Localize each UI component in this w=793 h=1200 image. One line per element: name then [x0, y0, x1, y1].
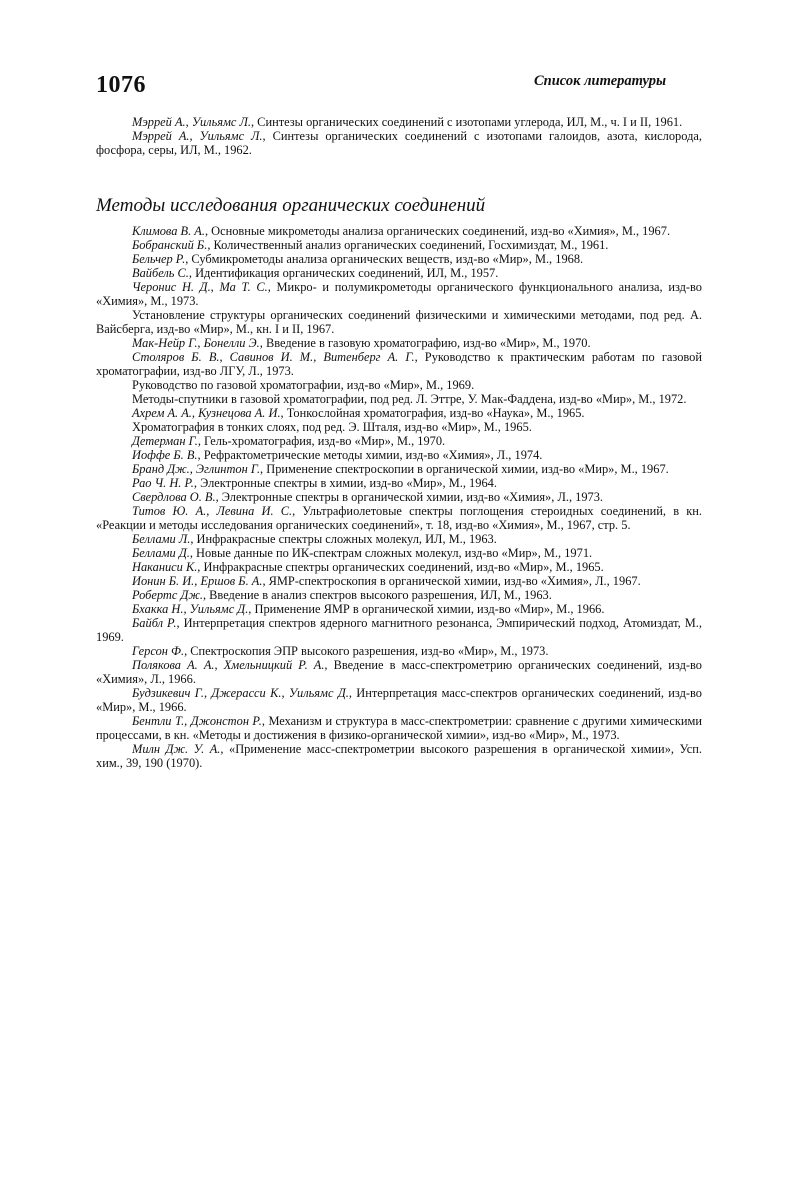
- section-title: Методы исследования органических соединений: [96, 195, 486, 216]
- reference-authors: Бельчер Р.: [132, 252, 186, 266]
- reference-entry: [96, 392, 702, 406]
- reference-authors: Детерман Г.: [132, 434, 198, 448]
- reference-authors: Наканиси К.: [132, 560, 198, 574]
- reference-entry: [96, 560, 702, 574]
- reference-text: , Электронные спектры в органической химии, изд-во «Химия», Л., 1973.: [215, 490, 604, 504]
- reference-entry: [96, 602, 702, 616]
- reference-text: , Введение в анализ спектров высокого разрешения, ИЛ, М., 1963.: [202, 588, 552, 602]
- reference-entry: [96, 129, 702, 157]
- reference-text: , Инфракрасные спектры органических соединений, изд-во «Мир», М., 1965.: [197, 560, 604, 574]
- reference-authors: Герсон Ф.: [132, 644, 185, 658]
- reference-text: , Новые данные по ИК-спектрам сложных молекул, изд-во «Мир», М., 1971.: [189, 546, 593, 560]
- reference-authors: Бобранский Б.: [132, 238, 208, 252]
- reference-authors: Беллами Л.: [132, 532, 191, 546]
- reference-entry: [96, 266, 702, 280]
- reference-entry: [96, 686, 702, 714]
- reference-entry: [96, 462, 702, 476]
- reference-text: , Механизм и структура в масс-спектрометрии: сравнение с другими химическими процессами, в кн. «Методы и достижения в физико-органической химии», изд-во «Мир», М., 1973.: [96, 714, 702, 742]
- reference-text: Установление структуры органических соединений физическими и химическими методами, под ред. А. Вайсберга, изд-во «Мир», М., кн. I и II, 1967.: [96, 308, 702, 336]
- reference-entry: [96, 434, 702, 448]
- reference-entry: [96, 224, 702, 238]
- reference-entry: [96, 546, 702, 560]
- reference-entry: [96, 238, 702, 252]
- page-number: 1076: [96, 72, 146, 98]
- reference-entry: [96, 115, 702, 129]
- reference-text: , Микро- и полумикрометоды органического функционального анализа, изд-во «Химия», М., 1973.: [96, 280, 703, 308]
- reference-text: , Руководство к практическим работам по газовой хроматографии, изд-во ЛГУ, Л., 1973.: [96, 350, 703, 378]
- reference-authors: Вайбель С.: [132, 266, 189, 280]
- reference-entry: [96, 658, 702, 686]
- reference-text: Руководство по газовой хроматографии, изд-во «Мир», М., 1969.: [132, 378, 475, 392]
- reference-text: , Интерпретация спектров ядерного магнитного резонанса, Эмпирический подход, Атомиздат, М., 1969.: [96, 616, 702, 644]
- reference-text: , Спектроскопия ЭПР высокого разрешения, изд-во «Мир», М., 1973.: [184, 644, 549, 658]
- reference-text: , Интерпретация масс-спектров органических соединений, изд-во «Мир», М., 1966.: [96, 686, 702, 714]
- reference-authors: Бранд Дж., Эглинтон Г.: [132, 462, 261, 476]
- reference-authors: Робертс Дж.: [132, 588, 203, 602]
- reference-entry: [96, 490, 702, 504]
- reference-entry: [96, 616, 702, 644]
- reference-authors: Ионин Б. И., Ершов Б. А.: [132, 574, 263, 588]
- reference-entry: [96, 476, 702, 490]
- reference-text: , Синтезы органических соединений с изотопами галоидов, азота, кислорода, фосфора, серы, ИЛ, М., 1962.: [96, 129, 702, 157]
- reference-authors: Ахрем А. А., Кузнецова А. И.: [132, 406, 281, 420]
- reference-entry: [96, 406, 702, 420]
- reference-authors: Климова В. А.: [132, 224, 205, 238]
- reference-entry: [96, 714, 702, 742]
- reference-entry: [96, 280, 702, 308]
- reference-entry: [96, 336, 702, 350]
- reference-authors: Иоффе Б. В.: [132, 448, 198, 462]
- reference-text: , Инфракрасные спектры сложных молекул, ИЛ, М., 1963.: [190, 532, 497, 546]
- reference-authors: Титов Ю. А., Левина И. С.: [132, 504, 293, 518]
- reference-entry: [96, 742, 702, 770]
- reference-entry: [96, 504, 702, 532]
- reference-text: , Электронные спектры в химии, изд-во «Мир», М., 1964.: [193, 476, 497, 490]
- reference-text: Методы-спутники в газовой хроматографии, под ред. Л. Эттре, У. Мак-Фаддена, изд-во «Мир», М., 1972.: [132, 392, 687, 406]
- reference-entry: [96, 574, 702, 588]
- reference-entry: [96, 308, 702, 336]
- reference-authors: Свердлова О. В.: [132, 490, 216, 504]
- reference-text: , Гель-хроматография, изд-во «Мир», М., 1970.: [197, 434, 446, 448]
- reference-authors: Байбл Р.: [132, 616, 177, 630]
- reference-entry: [96, 378, 702, 392]
- reference-text: , Введение в газовую хроматографию, изд-во «Мир», М., 1970.: [259, 336, 591, 350]
- reference-authors: Будзикевич Г., Джерасси К., Уильямс Д.: [132, 686, 349, 700]
- reference-text: , Тонкослойная хроматография, изд-во «Наука», М., 1965.: [280, 406, 585, 420]
- reference-text: , Применение спектроскопии в органической химии, изд-во «Мир», М., 1967.: [260, 462, 669, 476]
- reference-text: , Рефрактометрические методы химии, изд-во «Химия», Л., 1974.: [197, 448, 543, 462]
- reference-text: , Субмикрометоды анализа органических веществ, изд-во «Мир», М., 1968.: [185, 252, 584, 266]
- preceding-references: [96, 115, 702, 157]
- reference-list: [96, 224, 702, 770]
- reference-text: , Применение ЯМР в органической химии, изд-во «Мир», М., 1966.: [248, 602, 605, 616]
- reference-text: , Количественный анализ органических соединений, Госхимиздат, М., 1961.: [207, 238, 609, 252]
- reference-entry: [96, 532, 702, 546]
- reference-entry: [96, 252, 702, 266]
- reference-text: , Введение в масс-спектрометрию органических соединений, изд-во «Химия», Л., 1966.: [96, 658, 702, 686]
- reference-entry: [96, 350, 702, 378]
- running-head: Список литературы: [534, 73, 667, 89]
- reference-authors: Полякова А. А., Хмельницкий Р. А.: [132, 658, 325, 672]
- reference-authors: Мэррей А., Уильямс Л.: [132, 115, 251, 129]
- reference-authors: Бхакка Н., Уильямс Д.: [132, 602, 249, 616]
- reference-authors: Столяров Б. В., Савинов И. М., Витенберг А. Г.: [132, 350, 415, 364]
- reference-text: , Идентификация органических соединений, ИЛ, М., 1957.: [188, 266, 499, 280]
- reference-authors: Бентли Т., Джонстон Р.: [132, 714, 262, 728]
- reference-entry: [96, 644, 702, 658]
- reference-authors: Черонис Н. Д., Ма Т. С.: [132, 280, 268, 294]
- reference-text: , ЯМР-спектроскопия в органической химии, изд-во «Химия», Л., 1967.: [262, 574, 641, 588]
- reference-text: , Ультрафиолетовые спектры поглощения стероидных соединений, в кн. «Реакции и методы исследования органических соединений», т. 18, изд-во «Химия», М., 1967, стр. 5.: [96, 504, 702, 532]
- reference-authors: Беллами Д.: [132, 546, 190, 560]
- reference-authors: Рао Ч. Н. Р.: [132, 476, 194, 490]
- reference-entry: [96, 588, 702, 602]
- reference-authors: Мэррей А., Уильямс Л.: [132, 129, 263, 143]
- reference-text: Хроматография в тонких слоях, под ред. Э. Шталя, изд-во «Мир», М., 1965.: [132, 420, 532, 434]
- reference-authors: Милн Дж. У. А.: [132, 742, 221, 756]
- reference-text: , Синтезы органических соединений с изотопами углерода, ИЛ, М., ч. I и II, 1961.: [250, 115, 683, 129]
- reference-authors: Мак-Нейр Г., Бонелли Э.: [132, 336, 260, 350]
- reference-entry: [96, 448, 702, 462]
- reference-text: , «Применение масс-спектрометрии высокого разрешения в органической химии», Усп. хим., 39, 190 (1970).: [96, 742, 703, 770]
- reference-text: , Основные микрометоды анализа органических соединений, изд-во «Химия», М., 1967.: [204, 224, 671, 238]
- reference-entry: [96, 420, 702, 434]
